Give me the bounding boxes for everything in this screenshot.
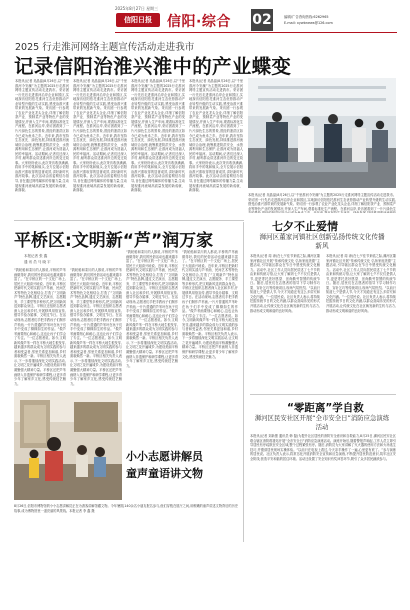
lead-title: 记录信阳治淮兴淮中的产业蝶变 (14, 55, 292, 78)
masthead-rule (115, 32, 397, 33)
museum-photo-image (14, 392, 122, 500)
feature-body-col2: “我轮船和栾川的人都说,平桥的芦苇画做得好,我们的民俗活动也越来越丰富了。”在平桥区的一个文化广场上,居民王大姐高兴地说。近年来,平桥区把新时代文明实践与芦苇画、民间艺术等特色文化相结合,打造了“文明新芦”特色品牌,通过文艺演出、志愿服务、手工课堂等多种形式,把文明新风送到群众身边。平桥区还组织志愿者深入社区和乡村,开展移风易俗宣传,倡导节俭办婚事、文明过节日。在活动现场,志愿者们手把手教孩子们制作芦苇画,一片片普通的芦苇叶在孩子们手中变成了栩栩如生的作品。“做芦苇画要细心和耐心,这也让孩子们学会了专注。”一位志愿者说。如今,文明新风像芦苇一样在平桥大地生根发芽,越来越多的群众成为文明实践的参与者和受益者,邻里关系更加和谐,乡村面貌焕然一新。平桥区相关负责人表示,下一步将继续深化文明实践活动,让文明之花开遍城乡,为建设美丽平桥凝聚强大精神力量。平桥区还把芦苇画纳入非遗保护和研学课程,让更多青少年了解家乡文化,感受传统技艺魅力。 (70, 268, 122, 386)
side2-title: “零距离”学自救 (287, 402, 364, 414)
contact-line-2: E-mail: xywbnews@126.com (284, 21, 333, 25)
feature-byline-1: 本报记者 张 鑫 (24, 254, 48, 258)
feature-body-col1: “我轮船和栾川的人都说,平桥的芦苇画做得好,我们的民俗活动也越来越丰富了。”在平桥区的一个文化广场上,居民王大姐高兴地说。近年来,平桥区把新时代文明实践与芦苇画、民间艺术等特色文化相结合,打造了“文明新芦”特色品牌,通过文艺演出、志愿服务、手工课堂等多种形式,把文明新风送到群众身边。平桥区还组织志愿者深入社区和乡村,开展移风易俗宣传,倡导节俭办婚事、文明过节日。在活动现场,志愿者们手把手教孩子们制作芦苇画,一片片普通的芦苇叶在孩子们手中变成了栩栩如生的作品。“做芦苇画要细心和耐心,这也让孩子们学会了专注。”一位志愿者说。如今,文明新风像芦苇一样在平桥大地生根发芽,越来越多的群众成为文明实践的参与者和受益者,邻里关系更加和谐,乡村面貌焕然一新。平桥区相关负责人表示,下一步将继续深化文明实践活动,让文明之花开遍城乡,为建设美丽平桥凝聚强大精神力量。平桥区还把芦苇画纳入非遗保护和研学课程,让更多青少年了解家乡文化,感受传统技艺魅力。 (14, 268, 66, 386)
masthead-logo-text: 信阳日报 (124, 15, 152, 24)
lead-body-col3: 本报讯(记者 吴晶晶)8月26日,以“千里淮河今安澜”为主题的2025行走淮河网络主题宣传活动走进我市。采访团一行先后走进淮河沿岸企业和园区,实地探访信阳依托淮河生态优势推动产业转型升级的生动实践,感受治淮兴淮带来的发展新气象。采访团一行参观了农业产业化龙头企业,详细了解信阳茶产业、预制菜产业等特色产业的发展情况,并深入生产车间,观看标准化生产流程。在淮河沿岸,采访团看到了一片片绿色生态的景象,曾经的泄洪区如今已成为鱼米之乡。近年来,我市坚持生态优先、绿色发展,持续推进淮河流域综合治理,统筹推进防洪安全、水资源利用和生态保护,让淮河成为造福人民的幸福河。活动期间,记者们还深入乡村,倾听群众讲述淮河岸边的变迁故事。大家纷纷表示,此次采访收获满满,将用手中的笔和镜头,全方位展示信阳治淮兴淮取得的显著成效,讲好新时代淮河故事。此次活动由省委网信办指导,旨在通过网络媒体的传播力量,生动展现淮河流域高质量发展的新成就、新面貌。 (131, 79, 185, 193)
side1-body-col2: 本报讯(记者 周 涛)在七夕佳节来临之际,浉河区董家河镇社区开展“传承传统文化 弘扬家庭美德”主题活动,引导辖区群众在节日中感受传统文化魅力。活动中,社区工作人员向居民讲述了七夕节的由来和传统习俗,让大家了解到七夕不仅仅是情人节,更是寄托美好愿望、崇尚勤劳智慧的传统节日。随后,居民们在志愿者的指导下学习制作巧果、穿针乞巧等传统项目,现场气氛热烈。“以前只知道七夕是情人节,今天才知道还有这么多讲究和文化内涵。”一位居民说。社区负责人表示,将持续挖掘传统节日的文化内涵,以群众喜闻乐见的形式开展活动,让传统文化在社区焕发新的生机与活力,推动形成文明和谐的良好风尚。 (326, 254, 396, 313)
lead-body-col4: 本报讯(记者 吴晶晶)8月26日,以“千里淮河今安澜”为主题的2025行走淮河网络主题宣传活动走进我市。采访团一行先后走进淮河沿岸企业和园区,实地探访信阳依托淮河生态优势推动产业转型升级的生动实践,感受治淮兴淮带来的发展新气象。采访团一行参观了农业产业化龙头企业,详细了解信阳茶产业、预制菜产业等特色产业的发展情况,并深入生产车间,观看标准化生产流程。在淮河沿岸,采访团看到了一片片绿色生态的景象,曾经的泄洪区如今已成为鱼米之乡。近年来,我市坚持生态优先、绿色发展,持续推进淮河流域综合治理,统筹推进防洪安全、水资源利用和生态保护,让淮河成为造福人民的幸福河。活动期间,记者们还深入乡村,倾听群众讲述淮河岸边的变迁故事。大家纷纷表示,此次采访收获满满,将用手中的笔和镜头,全方位展示信阳治淮兴淮取得的显著成效,讲好新时代淮河故事。此次活动由省委网信办指导,旨在通过网络媒体的传播力量,生动展现淮河流域高质量发展的新成就、新面貌。 (189, 79, 243, 193)
page-number (251, 9, 273, 31)
feature-photo (14, 392, 122, 500)
lead-body-col2: 本报讯(记者 吴晶晶)8月26日,以“千里淮河今安澜”为主题的2025行走淮河网络主题宣传活动走进我市。采访团一行先后走进淮河沿岸企业和园区,实地探访信阳依托淮河生态优势推动产业转型升级的生动实践,感受治淮兴淮带来的发展新气象。采访团一行参观了农业产业化龙头企业,详细了解信阳茶产业、预制菜产业等特色产业的发展情况,并深入生产车间,观看标准化生产流程。在淮河沿岸,采访团看到了一片片绿色生态的景象,曾经的泄洪区如今已成为鱼米之乡。近年来,我市坚持生态优先、绿色发展,持续推进淮河流域综合治理,统筹推进防洪安全、水资源利用和生态保护,让淮河成为造福人民的幸福河。活动期间,记者们还深入乡村,倾听群众讲述淮河岸边的变迁故事。大家纷纷表示,此次采访收获满满,将用手中的笔和镜头,全方位展示信阳治淮兴淮取得的显著成效,讲好新时代淮河故事。此次活动由省委网信办指导,旨在通过网络媒体的传播力量,生动展现淮河流域高质量发展的新成就、新面貌。 (73, 79, 127, 193)
contact-line-1: 编辑/广告咨询热线:6262965 (284, 15, 329, 19)
feature-title: 平桥区:文明新“芦”润万家 (14, 231, 214, 251)
photo-caption-title-2: 童声童语讲文物 (126, 467, 203, 480)
lead-body-col1: 本报讯(记者 吴晶晶)8月26日,以“千里淮河今安澜”为主题的2025行走淮河网络主题宣传活动走进我市。采访团一行先后走进淮河沿岸企业和园区,实地探访信阳依托淮河生态优势推动产业转型升级的生动实践,感受治淮兴淮带来的发展新气象。采访团一行参观了农业产业化龙头企业,详细了解信阳茶产业、预制菜产业等特色产业的发展情况,并深入生产车间,观看标准化生产流程。在淮河沿岸,采访团看到了一片片绿色生态的景象,曾经的泄洪区如今已成为鱼米之乡。近年来,我市坚持生态优先、绿色发展,持续推进淮河流域综合治理,统筹推进防洪安全、水资源利用和生态保护,让淮河成为造福人民的幸福河。活动期间,记者们还深入乡村,倾听群众讲述淮河岸边的变迁故事。大家纷纷表示,此次采访收获满满,将用手中的笔和镜头,全方位展示信阳治淮兴淮取得的显著成效,讲好新时代淮河故事。此次活动由省委网信办指导,旨在通过网络媒体的传播力量,生动展现淮河流域高质量发展的新成就、新面貌。 (15, 79, 69, 193)
date-line: 2025年8月27日 星期三 (115, 6, 159, 11)
feature-byline-2: 通 讯 员 马 晓 宇 (24, 260, 51, 264)
lead-divider (14, 220, 244, 221)
feature-body-col4: “我轮船和栾川的人都说,平桥的芦苇画做得好,我们的民俗活动也越来越丰富了。”在平桥区的一个文化广场上,居民王大姐高兴地说。近年来,平桥区把新时代文明实践与芦苇画、民间艺术等特色文化相结合,打造了“文明新芦”特色品牌,通过文艺演出、志愿服务、手工课堂等多种形式,把文明新风送到群众身边。平桥区还组织志愿者深入社区和乡村,开展移风易俗宣传,倡导节俭办婚事、文明过节日。在活动现场,志愿者们手把手教孩子们制作芦苇画,一片片普通的芦苇叶在孩子们手中变成了栩栩如生的作品。“做芦苇画要细心和耐心,这也让孩子们学会了专注。”一位志愿者说。如今,文明新风像芦苇一样在平桥大地生根发芽,越来越多的群众成为文明实践的参与者和受益者,邻里关系更加和谐,乡村面貌焕然一新。平桥区相关负责人表示,下一步将继续深化文明实践活动,让文明之花开遍城乡,为建设美丽平桥凝聚强大精神力量。平桥区还把芦苇画纳入非遗保护和研学课程,让更多青少年了解家乡文化,感受传统技艺魅力。 (182, 250, 238, 359)
section-name: 信阳·综合 (167, 14, 231, 30)
lead-photo (248, 78, 396, 188)
photo-caption-title-1: 小小志愿讲解员 (126, 450, 203, 463)
factory-photo-image (248, 78, 396, 188)
side1-title: 七夕不止爱情 (272, 220, 338, 233)
side-divider (250, 394, 396, 395)
side2-body: 本报讯(记者 刘新蕾 通讯员 韩 磊)为提升社区居民的消防安全意识和自救能力,8月25日,浉河区民安社区联合辖区消防救援站开展“全市安全日”消防应急演练活动。演练开始后,随着警报声响起,工作人员立即引导居民有序疏散至安全区域,整个过程紧张有序。随后,消防员为大家讲解了灭火器的使用方法和火场逃生技巧,并邀请居民现场实操体验。“以前只在电视上看过,今天亲手操作了一遍,心里更有底了。”参与演练的居民说。社区负责人表示,将常态化开展消防安全宣传和应急演练,不断提升居民防范意识,筑牢社区安全防线,营造平安和谐的居住环境。活动还设置了安全知识有奖问答环节,吸引了众多居民踊跃参与。 (250, 434, 396, 461)
side2-subtitle: 浉河区民安社区开展“全市安全日”消防应急演练活动 (254, 414, 390, 431)
masthead-logo (116, 13, 160, 27)
feature-side-divider (243, 222, 244, 542)
lead-kicker: 2025 行走淮河网络主题宣传活动走进我市 (15, 42, 195, 53)
side1-body-col1: 本报讯(记者 周 涛)在七夕佳节来临之际,浉河区董家河镇社区开展“传承传统文化 弘扬家庭美德”主题活动,引导辖区群众在节日中感受传统文化魅力。活动中,社区工作人员向居民讲述了七夕节的由来和传统习俗,让大家了解到七夕不仅仅是情人节,更是寄托美好愿望、崇尚勤劳智慧的传统节日。随后,居民们在志愿者的指导下学习制作巧果、穿针乞巧等传统项目,现场气氛热烈。“以前只知道七夕是情人节,今天才知道还有这么多讲究和文化内涵。”一位居民说。社区负责人表示,将持续挖掘传统节日的文化内涵,以群众喜闻乐见的形式开展活动,让传统文化在社区焕发新的生机与活力,推动形成文明和谐的良好风尚。 (250, 254, 320, 313)
lead-body-col5: 本报讯(记者 吴晶晶)8月26日,以“千里淮河今安澜”为主题的2025行走淮河网络主题宣传活动走进我市。采访团一行先后走进淮河沿岸企业和园区,实地探访信阳依托淮河生态优势推动产业转型升级的生动实践,感受治淮兴淮带来的发展新气象。采访团一行参观了农业产业化龙头企业,详细了解信阳茶产业、预制菜产业等特色产业的发展情况,并深入生产车间,观看标准化生产流程。在淮河沿岸,采访团看到了一片片绿色生 (248, 193, 396, 211)
photo-caption: 8月26日,信阳市博物馆的小小志愿讲解员正在为游客讲解馆藏文物。今年暑期,140余名小朋友报名参与,他们穿梭在展厅之间,用稚嫩的童声讲述文物背后的历史故事,成为博物馆里一道亮丽的风景线。本报记者 李 鑫 摄 (14, 504, 238, 513)
feature-body-col3: “我轮船和栾川的人都说,平桥的芦苇画做得好,我们的民俗活动也越来越丰富了。”在平桥区的一个文化广场上,居民王大姐高兴地说。近年来,平桥区把新时代文明实践与芦苇画、民间艺术等特色文化相结合,打造了“文明新芦”特色品牌,通过文艺演出、志愿服务、手工课堂等多种形式,把文明新风送到群众身边。平桥区还组织志愿者深入社区和乡村,开展移风易俗宣传,倡导节俭办婚事、文明过节日。在活动现场,志愿者们手把手教孩子们制作芦苇画,一片片普通的芦苇叶在孩子们手中变成了栩栩如生的作品。“做芦苇画要细心和耐心,这也让孩子们学会了专注。”一位志愿者说。如今,文明新风像芦苇一样在平桥大地生根发芽,越来越多的群众成为文明实践的参与者和受益者,邻里关系更加和谐,乡村面貌焕然一新。平桥区相关负责人表示,下一步将继续深化文明实践活动,让文明之花开遍城乡,为建设美丽平桥凝聚强大精神力量。平桥区还把芦苇画纳入非遗保护和研学课程,让更多青少年了解家乡文化,感受传统技艺魅力。 (126, 250, 178, 368)
side1-subtitle: 浉河区董家河镇社区创新弘扬传统文化传播新风 (259, 233, 385, 250)
page-number-text: 02 (252, 12, 272, 28)
